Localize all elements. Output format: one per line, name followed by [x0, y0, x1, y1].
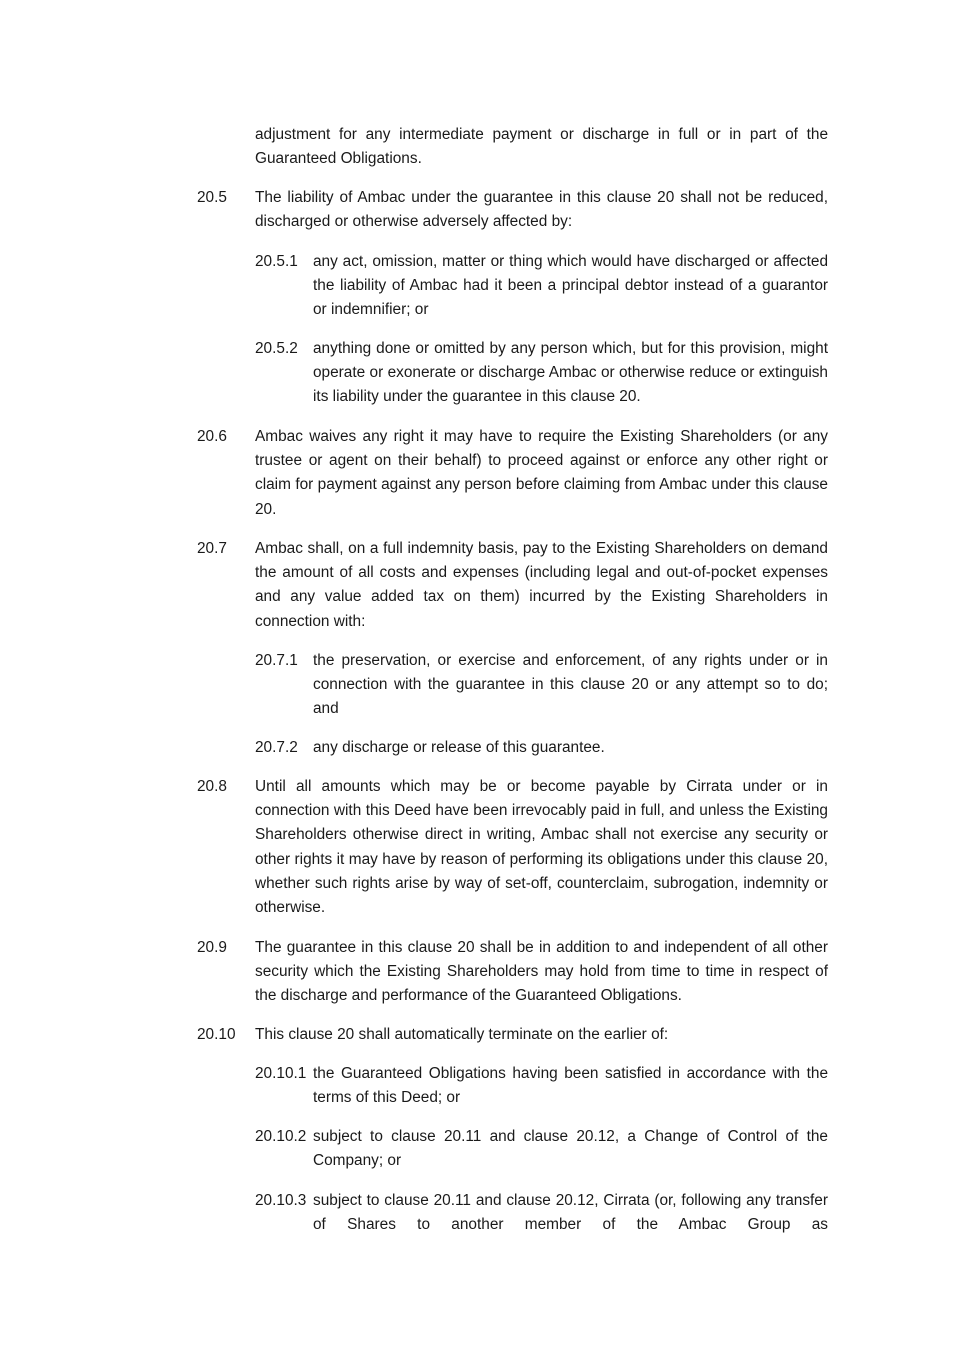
clause-text: any act, omission, matter or thing which would have discharged or affected the liability of Ambac had it been a principal debtor instead of a guarantor or indemnifier; or — [313, 253, 828, 319]
clause-20-7 — [197, 537, 828, 634]
clause-text: The liability of Ambac under the guarantee in this clause 20 shall not be reduced, discharged or otherwise adversely affected by: — [255, 189, 828, 231]
clause-number: 20.10.1 — [255, 1065, 307, 1082]
clause-text: anything done or omitted by any person which, but for this provision, might operate or exonerate or discharge Ambac or otherwise reduce or extinguish its liability under the guarantee in this clause 20. — [313, 340, 828, 406]
clause-number: 20.10.3 — [255, 1192, 307, 1209]
clause-20-9 — [197, 936, 828, 1009]
clause-text: This clause 20 shall automatically terminate on the earlier of: — [255, 1026, 669, 1043]
continuation-paragraph: adjustment for any intermediate payment or discharge in full or in part of the Guaranteed Obligations. — [255, 126, 828, 168]
clause-20-10-3 — [255, 1189, 828, 1237]
clause-number: 20.10.2 — [255, 1128, 307, 1145]
clause-text: the preservation, or exercise and enforcement, of any rights under or in connection with the guarantee in this clause 20 or any attempt so to do; and — [313, 652, 828, 718]
clause-20-5-2 — [255, 337, 828, 410]
clause-20-6 — [197, 425, 828, 522]
clause-text: subject to clause 20.11 and clause 20.12, Cirrata (or, following any transfer of Shares to another member of the Ambac Group as — [313, 1192, 828, 1234]
clause-number: 20.5 — [197, 189, 227, 206]
clause-number: 20.6 — [197, 428, 227, 445]
clause-number: 20.10 — [197, 1026, 236, 1043]
clause-text: Until all amounts which may be or become payable by Cirrata under or in connection with this Deed have been irrevocably paid in full, and unless the Existing Shareholders otherwise direct in writing, Ambac shall not exercise any security or other rights it may have by reason of performing its obligations under this clause 20, whether such rights arise by way of set-off, counterclaim, subrogation, indemnity or otherwise. — [255, 778, 828, 917]
clause-text: the Guaranteed Obligations having been satisfied in accordance with the terms of this Deed; or — [313, 1065, 828, 1107]
clause-text: any discharge or release of this guarantee. — [313, 739, 605, 756]
clause-text: Ambac shall, on a full indemnity basis, pay to the Existing Shareholders on demand the amount of all costs and expenses (including legal and out-of-pocket expenses and any value added tax on them) incurred by the Existing Shareholders in connection with: — [255, 540, 828, 630]
clause-text: Ambac waives any right it may have to require the Existing Shareholders (or any trustee or agent on their behalf) to proceed against or enforce any other right or claim for payment against any person before claiming from Ambac under this clause 20. — [255, 428, 828, 518]
clause-number: 20.5.2 — [255, 340, 298, 357]
clause-20-7-1 — [255, 649, 828, 722]
clause-20-5-1 — [255, 250, 828, 323]
clause-20-7-2 — [255, 736, 828, 760]
clause-20-5 — [197, 186, 828, 234]
clause-text: subject to clause 20.11 and clause 20.12, a Change of Control of the Company; or — [313, 1128, 828, 1170]
clause-number: 20.8 — [197, 778, 227, 795]
clause-number: 20.7.1 — [255, 652, 298, 669]
clause-number: 20.5.1 — [255, 253, 298, 270]
clause-number: 20.7 — [197, 540, 227, 557]
clause-number: 20.9 — [197, 939, 227, 956]
clause-text: The guarantee in this clause 20 shall be in addition to and independent of all other security which the Existing Shareholders may hold from time to time in respect of the discharge and performance of the Guaranteed Obligations. — [255, 939, 828, 1005]
clause-20-10 — [197, 1023, 828, 1047]
clause-20-10-2 — [255, 1125, 828, 1173]
clause-20-8 — [197, 775, 828, 920]
clause-20-10-1 — [255, 1062, 828, 1110]
clause-number: 20.7.2 — [255, 739, 298, 756]
